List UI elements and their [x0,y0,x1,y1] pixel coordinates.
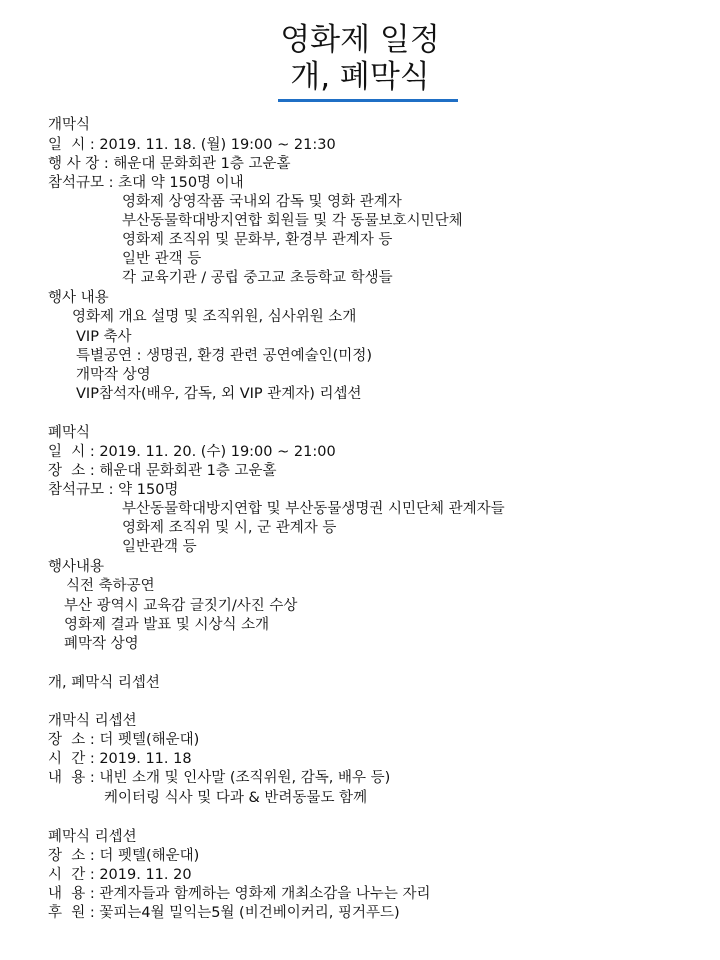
closing-reception-heading: 폐막식 리셉션 [48,829,137,845]
opening-program-item: 영화제 개요 설명 및 조직위원, 심사위원 소개 [72,309,357,325]
opening-attendee: 각 교육기관 / 공립 중고교 초등학교 학생들 [122,270,393,286]
opening-reception-content: 내 용 : 내빈 소개 및 인사말 (조직위원, 감독, 배우 등) [48,770,391,786]
closing-program-item: 영화제 결과 발표 및 시상식 소개 [64,617,270,633]
title-line-2: 개, 폐막식 [290,59,430,95]
closing-program-item: 식전 축하공연 [66,578,155,594]
closing-attendee: 부산동물학대방지연합 및 부산동물생명권 시민단체 관계자들 [122,501,505,517]
closing-venue: 장 소 : 해운대 문화회관 1층 고운홀 [48,463,277,479]
closing-program-heading: 행사내용 [48,559,105,575]
closing-attendance: 참석규모 : 약 150명 [48,482,179,498]
opening-reception-place: 장 소 : 더 펫텔(해운대) [48,732,200,748]
opening-attendee: 부산동물학대방지연합 회원들 및 각 동물보호시민단체 [122,213,463,229]
closing-reception-content: 내 용 : 관계자들과 함께하는 영화제 개최소감을 나누는 자리 [48,886,431,902]
opening-reception-time: 시 간 : 2019. 11. 18 [48,751,192,767]
title-underline [278,99,458,102]
opening-attendee: 일반 관객 등 [122,251,202,267]
opening-program-heading: 행사 내용 [48,290,109,306]
opening-program-item: 특별공연 : 생명권, 환경 관련 공연예술인(미정) [76,348,372,364]
opening-program-item: VIP 축사 [76,329,132,345]
closing-datetime: 일 시 : 2019. 11. 20. (수) 19:00 ~ 21:00 [48,444,336,460]
closing-reception-sponsor: 후 원 : 꽃피는4월 밀익는5월 (비건베이커리, 핑거푸드) [48,905,400,921]
closing-heading: 폐막식 [48,425,91,441]
opening-attendee: 영화제 상영작품 국내외 감독 및 영화 관계자 [122,194,402,210]
closing-attendee: 영화제 조직위 및 시, 군 관계자 등 [122,520,337,536]
opening-program-item: VIP참석자(배우, 감독, 외 VIP 관계자) 리셉션 [76,386,362,402]
opening-venue: 행 사 장 : 해운대 문화회관 1층 고운홀 [48,156,291,172]
opening-reception-heading: 개막식 리셉션 [48,713,137,729]
opening-heading: 개막식 [48,117,91,133]
closing-program-item: 폐막작 상영 [64,636,139,652]
closing-attendee: 일반관객 등 [122,539,197,555]
opening-attendance: 참석규모 : 초대 약 150명 이내 [48,175,244,191]
receptions-heading: 개, 폐막식 리셉션 [48,675,160,691]
opening-program-item: 개막작 상영 [76,367,151,383]
closing-reception-time: 시 간 : 2019. 11. 20 [48,867,192,883]
opening-datetime: 일 시 : 2019. 11. 18. (월) 19:00 ~ 21:30 [48,137,336,153]
title-line-1: 영화제 일정 [280,22,440,58]
opening-attendee: 영화제 조직위 및 문화부, 환경부 관계자 등 [122,232,393,248]
closing-reception-place: 장 소 : 더 펫텔(해운대) [48,848,200,864]
closing-program-item: 부산 광역시 교육감 글짓기/사진 수상 [64,598,298,614]
opening-reception-content-2: 케이터링 식사 및 다과 & 반려동물도 함께 [104,790,368,806]
